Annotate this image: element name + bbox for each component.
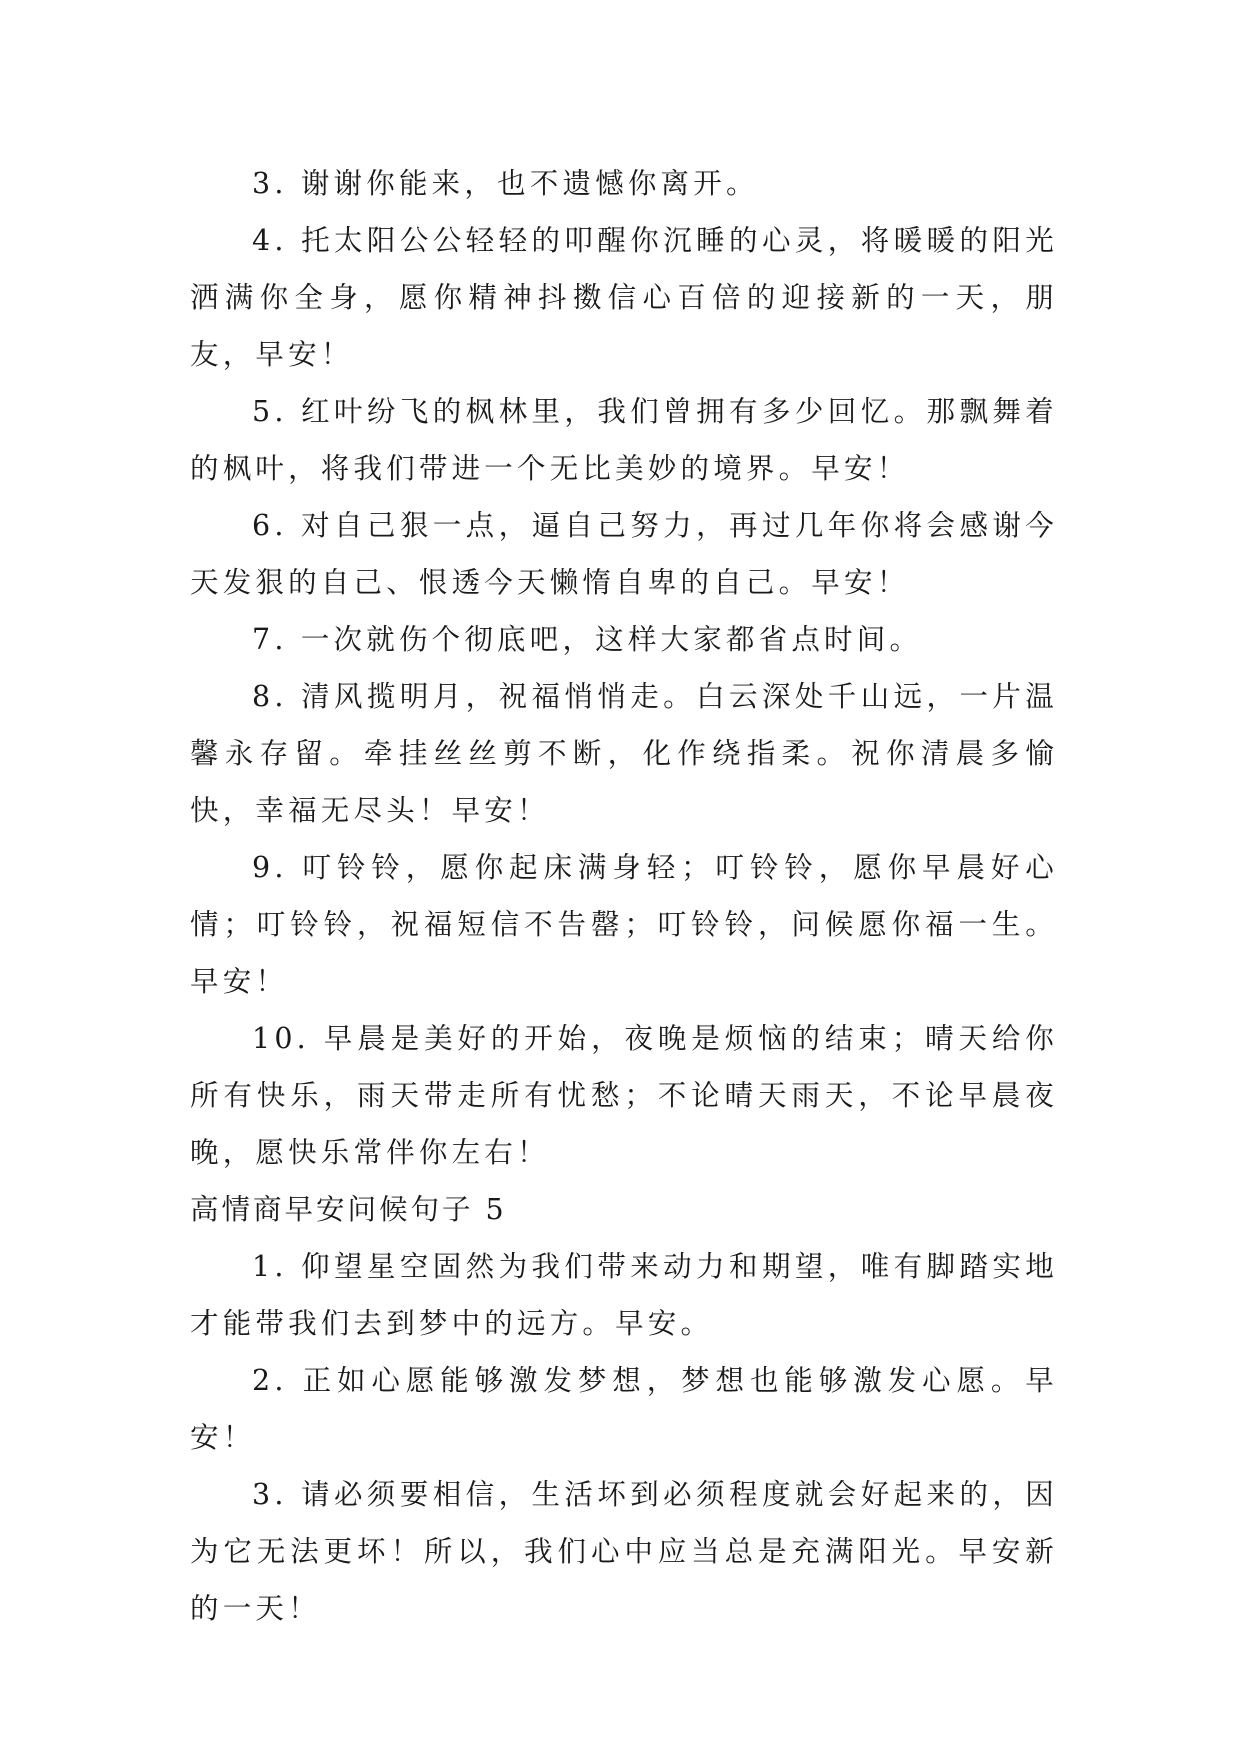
section-heading: 高情商早安问候句子 5	[190, 1193, 507, 1226]
paragraph-item-b2: 2. 正如心愿能够激发梦想，梦想也能够激发心愿。早安！	[190, 1364, 1058, 1454]
paragraph-item-9: 9. 叮铃铃，愿你起床满身轻；叮铃铃，愿你早晨好心情；叮铃铃，祝福短信不告罄；叮铃铃，问候愿你福一生。早安！	[190, 851, 1058, 998]
paragraph-item-b1: 1. 仰望星空固然为我们带来动力和期望，唯有脚踏实地才能带我们去到梦中的远方。早安。	[190, 1250, 1058, 1340]
paragraph-item-7: 7. 一次就伤个彻底吧，这样大家都省点时间。	[252, 623, 923, 656]
paragraph-item-4: 4. 托太阳公公轻轻的叩醒你沉睡的心灵，将暖暖的阳光洒满你全身，愿你精神抖擞信心百倍的迎接新的一天，朋友，早安！	[190, 224, 1058, 371]
paragraph-item-10: 10. 早晨是美好的开始，夜晚是烦恼的结束；晴天给你所有快乐，雨天带走所有忧愁；不论晴天雨天，不论早晨夜晚，愿快乐常伴你左右！	[190, 1022, 1058, 1169]
paragraph-item-b3: 3. 请必须要相信，生活坏到必须程度就会好起来的，因为它无法更坏！所以，我们心中应当总是充满阳光。早安新的一天！	[190, 1478, 1058, 1625]
document-body	[190, 155, 1058, 1637]
paragraph-item-3: 3. 谢谢你能来，也不遗憾你离开。	[252, 167, 759, 200]
paragraph-item-6: 6. 对自己狠一点，逼自己努力，再过几年你将会感谢今天发狠的自己、恨透今天懒惰自卑的自己。早安！	[190, 509, 1058, 599]
paragraph-item-8: 8. 清风揽明月，祝福悄悄走。白云深处千山远，一片温馨永存留。牵挂丝丝剪不断，化作绕指柔。祝你清晨多愉快，幸福无尽头！早安！	[190, 680, 1058, 827]
paragraph-item-5: 5. 红叶纷飞的枫林里，我们曾拥有多少回忆。那飘舞着的枫叶，将我们带进一个无比美妙的境界。早安！	[190, 395, 1058, 485]
